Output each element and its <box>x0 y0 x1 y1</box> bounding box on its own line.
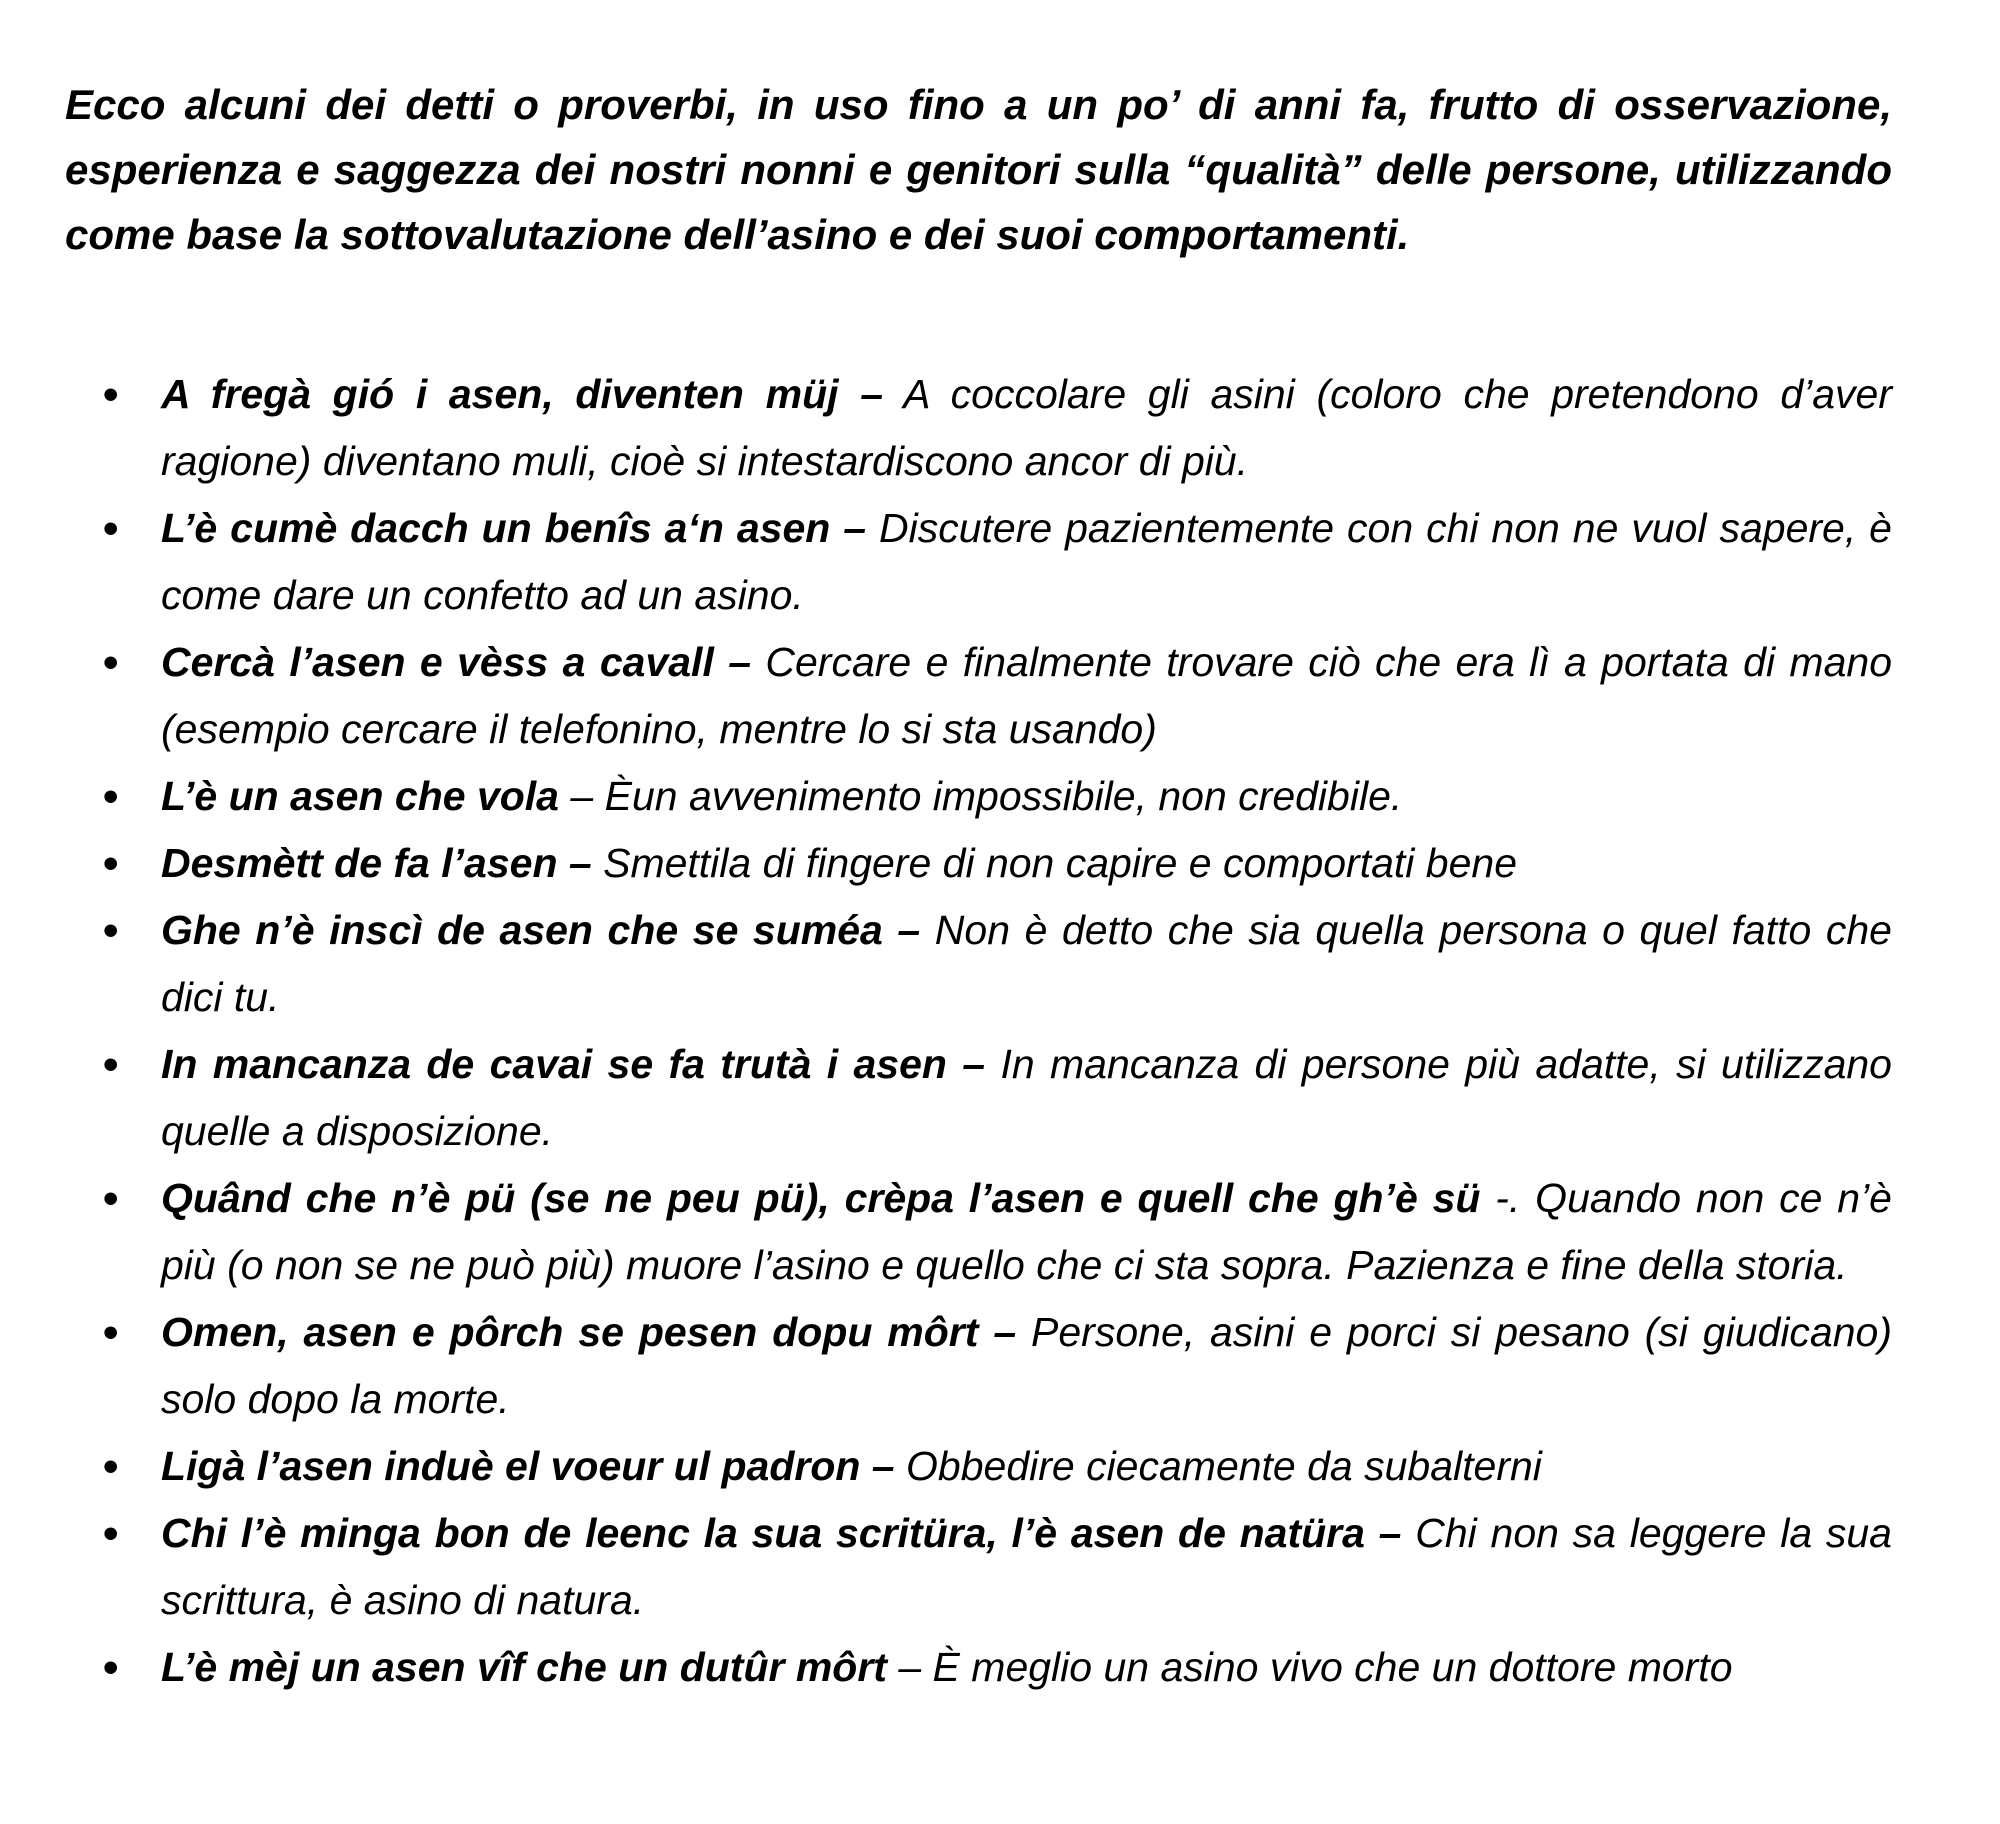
bullet-icon: • <box>103 370 119 419</box>
list-item <box>103 1165 1892 1299</box>
proverb-translation: Smettila di fingere di non capire e comportati bene <box>603 840 1518 886</box>
proverb-translation: Non è detto che sia quella persona o quel fatto che dici tu. <box>161 907 1892 1020</box>
bullet-icon: • <box>103 504 119 553</box>
list-item <box>103 629 1892 763</box>
bullet-icon: • <box>103 839 119 888</box>
proverb-dialect: L’è mèj un asen vîf che un dutûr môrt <box>161 1644 887 1690</box>
proverb-dialect: A fregà gió i asen, diventen müj – <box>161 371 883 417</box>
bullet-icon: • <box>103 1442 119 1491</box>
proverb-dialect: In mancanza de cavai se fa trutà i asen – <box>161 1041 986 1087</box>
bullet-icon: • <box>103 906 119 955</box>
proverb-translation: Obbedire ciecamente da subalterni <box>906 1443 1542 1489</box>
list-item <box>103 1634 1892 1701</box>
intro-paragraph: Ecco alcuni dei detti o proverbi, in uso fino a un po’ di anni fa, frutto di osservazione, esperienza e saggezza dei nostri nonni e genitori sulla “qualità” delle persone, utilizzando come base la sottovalutazione dell’asino e dei suoi comportamenti. <box>65 81 1892 258</box>
bullet-icon: • <box>103 1643 119 1692</box>
proverb-translation: -. Quando non ce n’è più (o non se ne può più) muore l’asino e quello che ci sta sopra. Pazienza e fine della storia. <box>161 1175 1892 1288</box>
proverb-dialect: Chi l’è minga bon de leenc la sua scritüra, l’è asen de natüra – <box>161 1510 1402 1556</box>
proverb-translation: A coccolare gli asini (coloro che pretendono d’aver ragione) diventano muli, cioè si intestardiscono ancor di più. <box>161 371 1893 484</box>
bullet-icon: • <box>103 638 119 687</box>
bullet-icon: • <box>103 1040 119 1089</box>
bullet-icon: • <box>103 1174 119 1223</box>
list-item <box>103 897 1892 1031</box>
proverb-translation: In mancanza di persone più adatte, si utilizzano quelle a disposizione. <box>161 1041 1892 1154</box>
proverb-dialect: Omen, asen e pôrch se pesen dopu môrt – <box>161 1309 1017 1355</box>
list-item <box>103 1031 1892 1165</box>
bullet-icon: • <box>103 772 119 821</box>
proverb-translation: Cercare e finalmente trovare ciò che era lì a portata di mano (esempio cercare il telefonino, mentre lo si sta usando) <box>161 639 1892 752</box>
proverb-dialect: Quând che n’è pü (se ne peu pü), crèpa l’asen e quell che gh’è sü <box>161 1175 1481 1221</box>
list-item <box>103 830 1892 897</box>
list-item <box>103 495 1892 629</box>
proverb-dialect: L’è un asen che vola <box>161 773 559 819</box>
proverb-dialect: Cercà l’asen e vèss a cavall – <box>161 639 752 685</box>
proverb-translation: Chi non sa leggere la sua scrittura, è asino di natura. <box>161 1510 1892 1623</box>
proverb-dialect: Ligà l’asen induè el voeur ul padron – <box>161 1443 895 1489</box>
list-item <box>103 361 1892 495</box>
bullet-icon: • <box>103 1509 119 1558</box>
proverbs-list <box>65 361 1892 1701</box>
list-item <box>103 763 1892 830</box>
proverb-translation: Discutere pazientemente con chi non ne vuol sapere, è come dare un confetto ad un asino. <box>161 505 1892 618</box>
proverb-dialect: Desmètt de fa l’asen – <box>161 840 592 886</box>
list-item <box>103 1433 1892 1500</box>
list-item <box>103 1500 1892 1634</box>
proverb-translation: Persone, asini e porci si pesano (si giudicano) solo dopo la morte. <box>161 1309 1892 1422</box>
proverb-dialect: Ghe n’è inscì de asen che se suméa – <box>161 907 921 953</box>
bullet-icon: • <box>103 1308 119 1357</box>
proverb-translation: – È meglio un asino vivo che un dottore morto <box>898 1644 1733 1690</box>
list-item <box>103 1299 1892 1433</box>
proverb-dialect: L’è cumè dacch un benîs a‘n asen – <box>161 505 867 551</box>
proverb-translation: – Èun avvenimento impossibile, non credibile. <box>570 773 1403 819</box>
